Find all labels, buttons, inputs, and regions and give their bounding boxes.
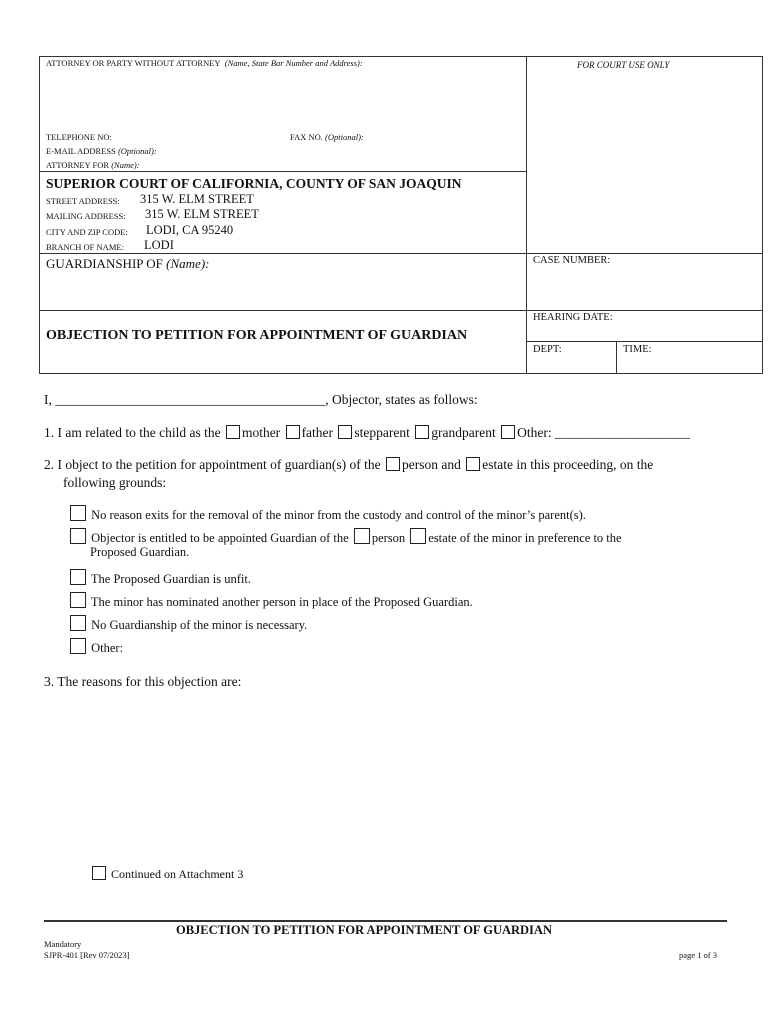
street-address-label: STREET ADDRESS: xyxy=(46,196,120,206)
telephone-label: TELEPHONE NO: xyxy=(46,132,112,142)
guardianship-of-label: GUARDIANSHIP OF (Name): xyxy=(46,256,210,271)
attorney-box-divider xyxy=(39,171,526,172)
item-3: 3. The reasons for this objection are: xyxy=(44,674,242,689)
court-name: SUPERIOR COURT OF CALIFORNIA, COUNTY OF SAN JOAQUIN xyxy=(46,176,462,191)
ground-nominated-checkbox[interactable] xyxy=(70,592,86,608)
ground-unfit-checkbox[interactable] xyxy=(70,569,86,585)
footer-title: OBJECTION TO PETITION FOR APPOINTMENT OF GUARDIAN xyxy=(176,923,552,937)
item-1: 1. I am related to the child as the mother father stepparent grandparent Other: ____________________ xyxy=(44,425,690,440)
continued-attachment: Continued on Attachment 3 xyxy=(90,866,243,882)
email-label: E-MAIL ADDRESS (Optional): xyxy=(46,146,157,156)
dept-label: DEPT: xyxy=(533,344,562,355)
ground-objector-entitled-continued: Proposed Guardian. xyxy=(90,545,190,559)
ground-no-reason-checkbox[interactable] xyxy=(70,505,86,521)
ground-objector-entitled-checkbox[interactable] xyxy=(70,528,86,544)
form-id: SJPR-401 [Rev 07/2023] xyxy=(44,950,130,960)
ground-nominated: The minor has nominated another person in place of the Proposed Guardian. xyxy=(68,592,473,610)
case-number-label: CASE NUMBER: xyxy=(533,255,611,266)
objector-person-checkbox[interactable] xyxy=(354,528,370,544)
item-2: 2. I object to the petition for appointment of guardian(s) of the person and estate in this proceeding, on the xyxy=(44,457,654,472)
mailing-address-label: MAILING ADDRESS: xyxy=(46,211,126,221)
city-zip-label: CITY AND ZIP CODE: xyxy=(46,227,128,237)
ground-unfit: The Proposed Guardian is unfit. xyxy=(68,569,251,587)
guardian-estate-checkbox[interactable] xyxy=(466,457,480,471)
ground-other: Other: xyxy=(68,638,123,656)
fax-label: FAX NO. (Optional): xyxy=(290,132,364,142)
street-address-value: 315 W. ELM STREET xyxy=(140,192,254,206)
grandparent-checkbox[interactable] xyxy=(415,425,429,439)
page-number: page 1 of 3 xyxy=(679,950,718,960)
ground-no-reason: No reason exits for the removal of the minor from the custody and control of the minor’s parent(s). xyxy=(68,505,586,523)
court-use-label: FOR COURT USE ONLY xyxy=(577,60,670,70)
court-box-divider xyxy=(39,253,763,254)
hearing-date-label: HEARING DATE: xyxy=(533,312,613,323)
ground-not-necessary: No Guardianship of the minor is necessary. xyxy=(68,615,307,633)
branch-value: LODI xyxy=(144,238,174,252)
mailing-address-value: 315 W. ELM STREET xyxy=(145,207,259,221)
item-2-continued: following grounds: xyxy=(63,475,167,490)
mandatory-label: Mandatory xyxy=(44,939,82,949)
ground-other-checkbox[interactable] xyxy=(70,638,86,654)
dept-time-divider xyxy=(616,341,617,374)
continued-attachment-checkbox[interactable] xyxy=(92,866,106,880)
other-relation-checkbox[interactable] xyxy=(501,425,515,439)
time-label: TIME: xyxy=(623,344,652,355)
objector-estate-checkbox[interactable] xyxy=(410,528,426,544)
attorney-label: ATTORNEY OR PARTY WITHOUT ATTORNEY (Name, State Bar Number and Address): xyxy=(46,58,363,68)
father-checkbox[interactable] xyxy=(286,425,300,439)
objector-intro: I, ________________________________________, Objector, states as follows: xyxy=(44,392,478,407)
branch-label: BRANCH OF NAME: xyxy=(46,242,124,252)
ground-not-necessary-checkbox[interactable] xyxy=(70,615,86,631)
hearing-box-divider xyxy=(526,341,763,342)
guardian-person-checkbox[interactable] xyxy=(386,457,400,471)
stepparent-checkbox[interactable] xyxy=(338,425,352,439)
mother-checkbox[interactable] xyxy=(226,425,240,439)
attorney-for-label: ATTORNEY FOR (Name): xyxy=(46,160,140,170)
ground-objector-entitled: Objector is entitled to be appointed Guardian of the person estate of the minor in preference to the xyxy=(68,528,622,546)
caption-column-divider xyxy=(526,56,527,374)
city-zip-value: LODI, CA 95240 xyxy=(146,223,234,237)
footer-rule xyxy=(44,920,727,922)
form-title: OBJECTION TO PETITION FOR APPOINTMENT OF GUARDIAN xyxy=(46,328,468,343)
guardianship-box-divider xyxy=(39,310,763,311)
